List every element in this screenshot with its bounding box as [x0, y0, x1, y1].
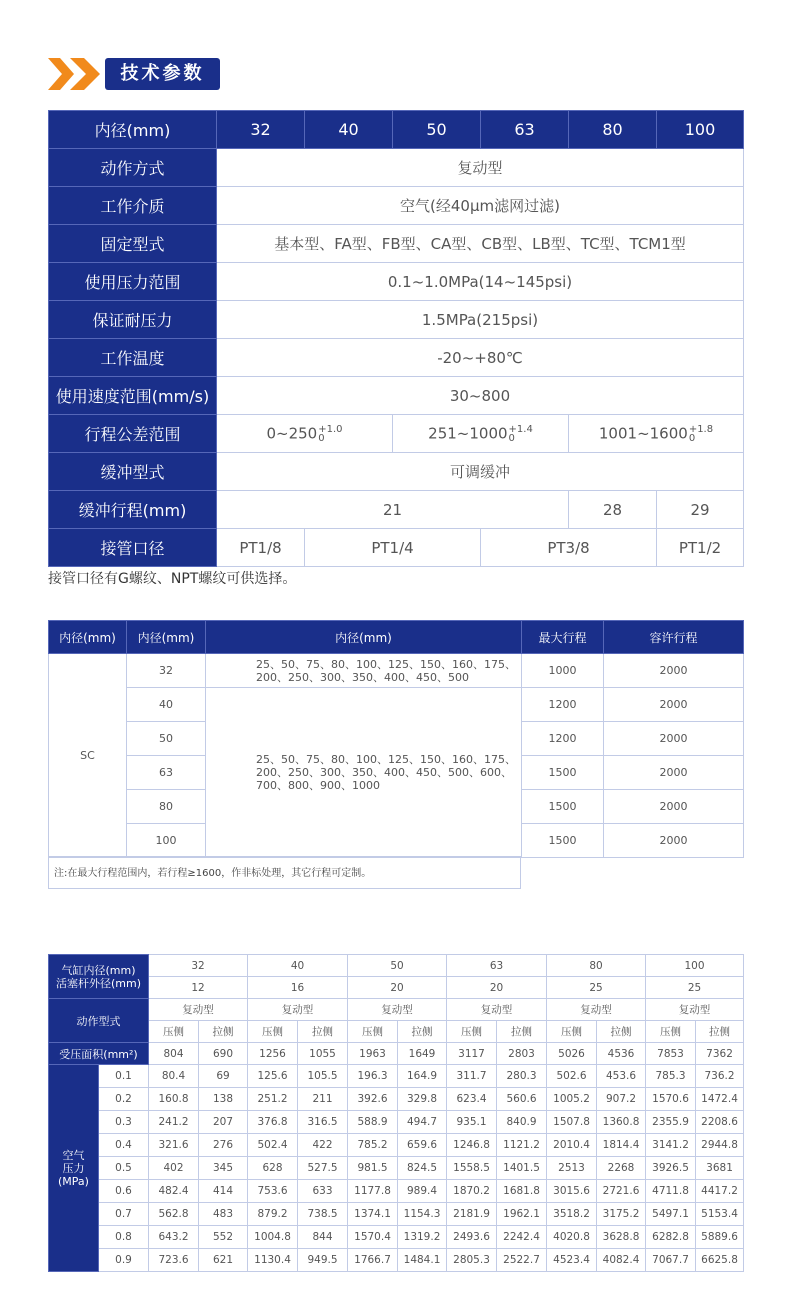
row-value: 21: [217, 491, 569, 529]
row-value: 29: [657, 491, 744, 529]
bore-value: 100: [646, 955, 744, 977]
force-value: 392.6: [348, 1088, 398, 1111]
bore-rod-label: 气缸内径(mm) 活塞杆外径(mm): [49, 955, 149, 999]
force-value: 723.6: [149, 1249, 199, 1272]
force-value: 5889.6: [696, 1226, 744, 1249]
table-row: [49, 1111, 744, 1134]
force-value: 1570.4: [348, 1226, 398, 1249]
row-label: 缓冲型式: [49, 453, 217, 491]
force-value: 643.2: [149, 1226, 199, 1249]
force-value: 2355.9: [646, 1111, 696, 1134]
table-row: [49, 301, 744, 339]
tolerance-value: 251~1000 +1.4 0: [393, 415, 569, 453]
allow-stroke: 2000: [604, 756, 744, 790]
force-value: 164.9: [398, 1065, 447, 1088]
force-value: 1962.1: [497, 1203, 547, 1226]
force-value: 844: [298, 1226, 348, 1249]
force-value: 2268: [597, 1157, 646, 1180]
force-value: 276: [199, 1134, 248, 1157]
allow-stroke: 2000: [604, 688, 744, 722]
force-value: 2493.6: [447, 1226, 497, 1249]
row-label: 保证耐压力: [49, 301, 217, 339]
spec-table: [48, 110, 744, 567]
pressure-value: 0.3: [99, 1111, 149, 1134]
force-value: 2242.4: [497, 1226, 547, 1249]
force-value: 840.9: [497, 1111, 547, 1134]
allow-stroke: 2000: [604, 722, 744, 756]
force-value: 453.6: [597, 1065, 646, 1088]
force-value: 329.8: [398, 1088, 447, 1111]
row-value: 可调缓冲: [217, 453, 744, 491]
row-value: 0.1~1.0MPa(14~145psi): [217, 263, 744, 301]
bore-value: 40: [305, 111, 393, 149]
table-row: [49, 1157, 744, 1180]
table-row: [49, 1249, 744, 1272]
section-header: [48, 58, 223, 90]
pull-label: 拉侧: [696, 1021, 744, 1043]
force-value: 621: [199, 1249, 248, 1272]
row-value: 28: [569, 491, 657, 529]
table-row: [49, 415, 744, 453]
bore-cell: 100: [127, 824, 206, 858]
table-row: [49, 111, 744, 149]
push-label: 压侧: [149, 1021, 199, 1043]
bore-label: 内径(mm): [49, 111, 217, 149]
rod-value: 25: [646, 977, 744, 999]
row-label: 工作介质: [49, 187, 217, 225]
force-value: 422: [298, 1134, 348, 1157]
table-row: [49, 977, 744, 999]
force-value: 345: [199, 1157, 248, 1180]
table-row: [49, 149, 744, 187]
force-value: 311.7: [447, 1065, 497, 1088]
push-label: 压侧: [348, 1021, 398, 1043]
force-value: 562.8: [149, 1203, 199, 1226]
force-value: 1681.8: [497, 1180, 547, 1203]
force-value: 105.5: [298, 1065, 348, 1088]
force-value: 1870.2: [447, 1180, 497, 1203]
column-header: 内径(mm): [127, 621, 206, 654]
force-value: 879.2: [248, 1203, 298, 1226]
force-value: 3518.2: [547, 1203, 597, 1226]
table-row: [49, 187, 744, 225]
allow-stroke: 2000: [604, 654, 744, 688]
table-row: [49, 1021, 744, 1043]
bore-value: 32: [149, 955, 248, 977]
pressure-value: 0.1: [99, 1065, 149, 1088]
bore-value: 63: [447, 955, 547, 977]
force-value: 2805.3: [447, 1249, 497, 1272]
force-value: 1472.4: [696, 1088, 744, 1111]
action-value: 复动型: [348, 999, 447, 1021]
pressure-value: 0.7: [99, 1203, 149, 1226]
table-row: [49, 688, 744, 722]
force-value: 1558.5: [447, 1157, 497, 1180]
force-value: 4711.8: [646, 1180, 696, 1203]
row-value: -20~+80℃: [217, 339, 744, 377]
action-value: 复动型: [149, 999, 248, 1021]
table-row: [49, 1043, 744, 1065]
table-row: [49, 263, 744, 301]
force-value: 1319.2: [398, 1226, 447, 1249]
area-value: 804: [149, 1043, 199, 1065]
table-row: [49, 1065, 744, 1088]
max-stroke: 1200: [522, 688, 604, 722]
force-value: 3681: [696, 1157, 744, 1180]
pressure-value: 0.8: [99, 1226, 149, 1249]
force-value: 1130.4: [248, 1249, 298, 1272]
force-body: [49, 1065, 744, 1272]
force-value: 659.6: [398, 1134, 447, 1157]
area-value: 690: [199, 1043, 248, 1065]
table-row: [49, 225, 744, 263]
area-value: 1055: [298, 1043, 348, 1065]
pressure-value: 0.2: [99, 1088, 149, 1111]
force-value: 207: [199, 1111, 248, 1134]
area-value: 2803: [497, 1043, 547, 1065]
bore-value: 80: [547, 955, 646, 977]
stroke-table: [48, 620, 744, 858]
force-value: 376.8: [248, 1111, 298, 1134]
force-value: 6282.8: [646, 1226, 696, 1249]
force-value: 3141.2: [646, 1134, 696, 1157]
bore-cell: 50: [127, 722, 206, 756]
force-value: 241.2: [149, 1111, 199, 1134]
force-value: 552: [199, 1226, 248, 1249]
area-value: 3117: [447, 1043, 497, 1065]
pull-label: 拉侧: [597, 1021, 646, 1043]
force-value: 2522.7: [497, 1249, 547, 1272]
row-value: 30~800: [217, 377, 744, 415]
table-row: [49, 1226, 744, 1249]
pressure-value: 0.4: [99, 1134, 149, 1157]
table-row: [49, 1203, 744, 1226]
force-value: 502.6: [547, 1065, 597, 1088]
force-value: 251.2: [248, 1088, 298, 1111]
chevron-right-icon: [70, 58, 104, 90]
table-row: [49, 999, 744, 1021]
row-value: PT1/2: [657, 529, 744, 567]
bore-value: 40: [248, 955, 348, 977]
table-row: [49, 453, 744, 491]
allow-stroke: 2000: [604, 790, 744, 824]
force-value: 4082.4: [597, 1249, 646, 1272]
area-value: 1649: [398, 1043, 447, 1065]
table-row: [49, 621, 744, 654]
tolerance-value: 0~250 +1.0 0: [217, 415, 393, 453]
force-value: 1004.8: [248, 1226, 298, 1249]
pressure-label: 空气 压力 (MPa): [49, 1065, 99, 1272]
force-value: 125.6: [248, 1065, 298, 1088]
row-label: 接管口径: [49, 529, 217, 567]
action-value: 复动型: [547, 999, 646, 1021]
allow-stroke: 2000: [604, 824, 744, 858]
force-value: 2010.4: [547, 1134, 597, 1157]
force-value: 502.4: [248, 1134, 298, 1157]
table-row: [49, 654, 744, 688]
area-value: 4536: [597, 1043, 646, 1065]
force-value: 1005.2: [547, 1088, 597, 1111]
max-stroke: 1200: [522, 722, 604, 756]
row-value: PT3/8: [481, 529, 657, 567]
force-value: 1766.7: [348, 1249, 398, 1272]
column-header: 容许行程: [604, 621, 744, 654]
row-value: 1.5MPa(215psi): [217, 301, 744, 339]
bore-cell: 32: [127, 654, 206, 688]
action-value: 复动型: [646, 999, 744, 1021]
bore-value: 32: [217, 111, 305, 149]
force-value: 736.2: [696, 1065, 744, 1088]
force-value: 1570.6: [646, 1088, 696, 1111]
rod-value: 25: [547, 977, 646, 999]
force-value: 6625.8: [696, 1249, 744, 1272]
force-value: 1177.8: [348, 1180, 398, 1203]
force-value: 907.2: [597, 1088, 646, 1111]
action-value: 复动型: [447, 999, 547, 1021]
force-value: 1374.1: [348, 1203, 398, 1226]
force-value: 1507.8: [547, 1111, 597, 1134]
force-value: 7067.7: [646, 1249, 696, 1272]
force-value: 981.5: [348, 1157, 398, 1180]
force-value: 560.6: [497, 1088, 547, 1111]
row-label: 行程公差范围: [49, 415, 217, 453]
push-label: 压侧: [447, 1021, 497, 1043]
force-value: 1401.5: [497, 1157, 547, 1180]
force-value: 527.5: [298, 1157, 348, 1180]
pressure-value: 0.6: [99, 1180, 149, 1203]
force-value: 2721.6: [597, 1180, 646, 1203]
table-row: [49, 1088, 744, 1111]
force-value: 3926.5: [646, 1157, 696, 1180]
push-label: 压侧: [248, 1021, 298, 1043]
rod-value: 12: [149, 977, 248, 999]
force-value: 2513: [547, 1157, 597, 1180]
force-value: 280.3: [497, 1065, 547, 1088]
column-header: 内径(mm): [206, 621, 522, 654]
force-value: 482.4: [149, 1180, 199, 1203]
force-value: 316.5: [298, 1111, 348, 1134]
table-row: [49, 377, 744, 415]
force-value: 211: [298, 1088, 348, 1111]
pull-label: 拉侧: [199, 1021, 248, 1043]
force-value: 3175.2: [597, 1203, 646, 1226]
force-value: 494.7: [398, 1111, 447, 1134]
force-value: 753.6: [248, 1180, 298, 1203]
force-value: 1246.8: [447, 1134, 497, 1157]
bore-cell: 80: [127, 790, 206, 824]
pressure-value: 0.9: [99, 1249, 149, 1272]
row-label: 动作方式: [49, 149, 217, 187]
force-value: 402: [149, 1157, 199, 1180]
force-value: 3015.6: [547, 1180, 597, 1203]
force-value: 785.3: [646, 1065, 696, 1088]
max-stroke: 1500: [522, 824, 604, 858]
force-value: 5497.1: [646, 1203, 696, 1226]
table-row: [49, 529, 744, 567]
area-value: 5026: [547, 1043, 597, 1065]
force-value: 1154.3: [398, 1203, 447, 1226]
row-label: 固定型式: [49, 225, 217, 263]
row-label: 工作温度: [49, 339, 217, 377]
row-value: PT1/8: [217, 529, 305, 567]
pull-label: 拉侧: [398, 1021, 447, 1043]
area-value: 7853: [646, 1043, 696, 1065]
row-label: 使用压力范围: [49, 263, 217, 301]
force-value: 80.4: [149, 1065, 199, 1088]
pull-label: 拉侧: [497, 1021, 547, 1043]
row-value: 空气(经40μm滤网过滤): [217, 187, 744, 225]
stroke-note: 注:在最大行程范围内，若行程≥1600，作非标处理，其它行程可定制。: [48, 856, 521, 889]
force-value: 1121.2: [497, 1134, 547, 1157]
column-header: 最大行程: [522, 621, 604, 654]
force-value: 321.6: [149, 1134, 199, 1157]
force-value: 633: [298, 1180, 348, 1203]
force-value: 3628.8: [597, 1226, 646, 1249]
row-value: 复动型: [217, 149, 744, 187]
table-row: [49, 1180, 744, 1203]
bore-value: 80: [569, 111, 657, 149]
max-stroke: 1500: [522, 790, 604, 824]
spec-note: 接管口径有G螺纹、NPT螺纹可供选择。: [48, 571, 297, 587]
row-label: 缓冲行程(mm): [49, 491, 217, 529]
force-value: 5153.4: [696, 1203, 744, 1226]
action-label: 动作型式: [49, 999, 149, 1043]
force-value: 989.4: [398, 1180, 447, 1203]
pull-label: 拉侧: [298, 1021, 348, 1043]
force-value: 4020.8: [547, 1226, 597, 1249]
tolerance-value: 1001~1600 +1.8 0: [569, 415, 744, 453]
rod-value: 20: [348, 977, 447, 999]
row-value: PT1/4: [305, 529, 481, 567]
action-value: 复动型: [248, 999, 348, 1021]
section-title: 技术参数: [105, 58, 220, 90]
force-value: 138: [199, 1088, 248, 1111]
force-value: 738.5: [298, 1203, 348, 1226]
rod-value: 16: [248, 977, 348, 999]
table-row: [49, 1134, 744, 1157]
force-value: 1360.8: [597, 1111, 646, 1134]
bore-value: 50: [348, 955, 447, 977]
force-value: 414: [199, 1180, 248, 1203]
column-header: 内径(mm): [49, 621, 127, 654]
force-value: 2181.9: [447, 1203, 497, 1226]
force-value: 483: [199, 1203, 248, 1226]
rod-value: 20: [447, 977, 547, 999]
force-value: 4417.2: [696, 1180, 744, 1203]
max-stroke: 1000: [522, 654, 604, 688]
bore-cell: 40: [127, 688, 206, 722]
table-row: [49, 955, 744, 977]
force-value: 69: [199, 1065, 248, 1088]
force-value: 628: [248, 1157, 298, 1180]
push-label: 压侧: [646, 1021, 696, 1043]
bore-cell: 63: [127, 756, 206, 790]
bore-value: 100: [657, 111, 744, 149]
table-row: [49, 491, 744, 529]
stroke-list: 25、50、75、80、100、125、150、160、175、200、250、300、350、400、450、500、600、700、800、900、1000: [206, 688, 522, 858]
bore-value: 63: [481, 111, 569, 149]
area-value: 1963: [348, 1043, 398, 1065]
series-cell: SC: [49, 654, 127, 858]
stroke-list: 25、50、75、80、100、125、150、160、175、200、250、300、350、400、450、500: [206, 654, 522, 688]
bore-value: 50: [393, 111, 481, 149]
force-value: 623.4: [447, 1088, 497, 1111]
area-label: 受压面积(mm²): [49, 1043, 149, 1065]
force-value: 2208.6: [696, 1111, 744, 1134]
force-value: 196.3: [348, 1065, 398, 1088]
row-label: 使用速度范围(mm/s): [49, 377, 217, 415]
force-value: 1814.4: [597, 1134, 646, 1157]
force-value: 4523.4: [547, 1249, 597, 1272]
table-row: [49, 339, 744, 377]
force-value: 160.8: [149, 1088, 199, 1111]
area-value: 7362: [696, 1043, 744, 1065]
force-value: 785.2: [348, 1134, 398, 1157]
force-table: [48, 954, 744, 1272]
push-label: 压侧: [547, 1021, 597, 1043]
force-value: 2944.8: [696, 1134, 744, 1157]
force-value: 935.1: [447, 1111, 497, 1134]
force-value: 588.9: [348, 1111, 398, 1134]
pressure-value: 0.5: [99, 1157, 149, 1180]
area-value: 1256: [248, 1043, 298, 1065]
force-value: 949.5: [298, 1249, 348, 1272]
max-stroke: 1500: [522, 756, 604, 790]
row-value: 基本型、FA型、FB型、CA型、CB型、LB型、TC型、TCM1型: [217, 225, 744, 263]
force-value: 1484.1: [398, 1249, 447, 1272]
force-value: 824.5: [398, 1157, 447, 1180]
